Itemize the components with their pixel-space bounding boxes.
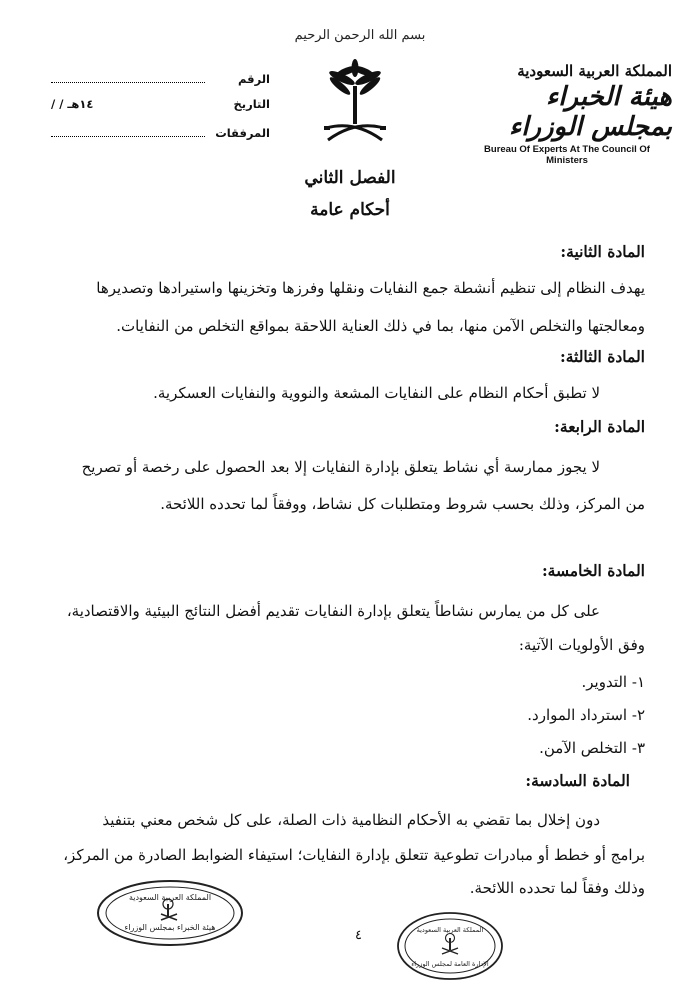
saudi-emblem-icon: [320, 58, 390, 148]
article-6-line-3: وذلك وفقاً لما تحدده اللائحة.: [469, 879, 645, 897]
article-5-item-3: ٣- التخلص الآمن.: [539, 739, 645, 757]
attachments-line: [51, 124, 205, 137]
stamp-left-top-text: المملكة العربية السعودية: [128, 893, 212, 902]
organization-header: [462, 62, 672, 166]
stamp-left-bottom-text: هيئة الخبراء بمجلس الوزراء: [124, 923, 216, 932]
article-4-heading: المادة الرابعة:: [554, 417, 645, 436]
official-stamp-right-icon: [395, 910, 505, 982]
official-stamp-left-icon: [95, 878, 245, 948]
article-2-heading: المادة الثانية:: [560, 242, 645, 261]
basmala: بسم الله الرحمن الرحيم: [294, 28, 426, 43]
attachments-label: المرفقات: [215, 126, 270, 140]
date-value: / / ١٤هـ: [51, 97, 94, 111]
article-3-heading: المادة الثالثة:: [560, 347, 645, 366]
article-5-line-1: على كل من يمارس نشاطاً يتعلق بإدارة النفايات تقديم أفضل النتائج البيئية والاقتصادية،: [66, 602, 600, 620]
reference-date-row: [45, 97, 270, 124]
article-2-line-2: ومعالجتها والتخلص الآمن منها، بما في ذلك العناية اللاحقة بمواقع التخلص من النفايات.: [116, 317, 645, 335]
article-5-heading: المادة الخامسة:: [541, 561, 645, 580]
article-3-line-1: لا تطبق أحكام النظام على النفايات المشعة والنووية والنفايات العسكرية.: [153, 384, 600, 402]
number-line: [51, 70, 205, 83]
kingdom-name: المملكة العربية السعودية: [517, 62, 672, 80]
date-label: التاريخ: [233, 97, 270, 111]
number-label: الرقم: [238, 72, 270, 86]
bureau-name-arabic: هيئة الخبراء بمجلس الوزراء: [509, 82, 672, 142]
article-6-line-1: دون إخلال بما تقضي به الأحكام النظامية ذات الصلة، على كل شخص معني بتنفيذ: [102, 811, 600, 829]
article-5-line-2: وفق الأولويات الآتية:: [518, 636, 645, 654]
reference-block: [45, 70, 270, 151]
article-5-item-1: ١- التدوير.: [581, 673, 645, 691]
page-number: ٤: [355, 928, 362, 943]
stamp-right-top-text: المملكة العربية السعودية: [416, 926, 484, 934]
bureau-name-english: Bureau Of Experts At The Council Of Ministers: [484, 144, 650, 166]
reference-number-row: [45, 70, 270, 97]
stamp-right-bottom-text: الإدارة العامة لمجلس الوزراء: [411, 960, 489, 968]
chapter-title: الفصل الثاني: [304, 168, 396, 188]
chapter-subtitle: أحكام عامة: [310, 200, 390, 220]
reference-attachments-row: [45, 124, 270, 151]
article-5-item-2: ٢- استرداد الموارد.: [527, 706, 645, 724]
article-2-line-1: يهدف النظام إلى تنظيم أنشطة جمع النفايات ونقلها وفرزها وتخزينها واستيرادها وتصديرها: [96, 279, 645, 297]
article-6-heading: المادة السادسة:: [525, 771, 630, 790]
article-4-line-2: من المركز، وذلك بحسب شروط ومتطلبات كل نشاط، ووفقاً لما تحدده اللائحة.: [160, 495, 645, 513]
article-6-line-2: برامج أو خطط أو مبادرات تطوعية تتعلق بإدارة النفايات؛ استيفاء الضوابط الصادرة من المركز،: [63, 846, 645, 864]
article-4-line-1: لا يجوز ممارسة أي نشاط يتعلق بإدارة النفايات إلا بعد الحصول على رخصة أو تصريح: [81, 458, 600, 476]
